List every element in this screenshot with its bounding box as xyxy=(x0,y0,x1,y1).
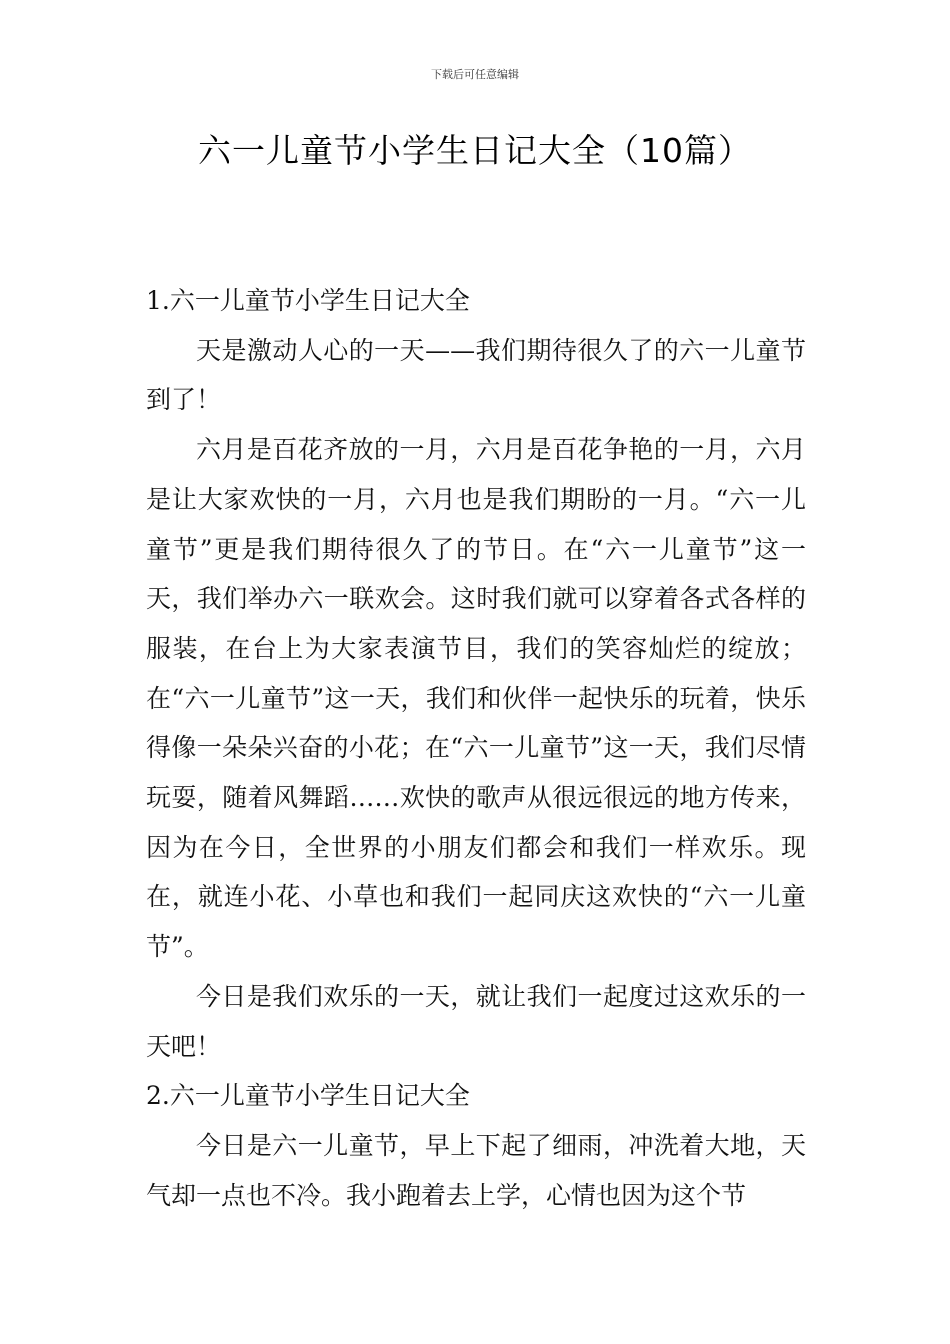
paragraph: 今日是六一儿童节，早上下起了细雨，冲洗着大地，天气却一点也不冷。我小跑着去上学，心情也因为这个节 xyxy=(146,1130,806,1210)
header-note: 下载后可任意编辑 xyxy=(431,68,519,81)
document-title: 六一儿童节小学生日记大全（10篇） xyxy=(198,131,752,170)
paragraph: 今日是我们欢乐的一天，就让我们一起度过这欢乐的一天吧！ xyxy=(146,981,806,1061)
section-heading: 1.六一儿童节小学生日记大全 xyxy=(146,286,470,315)
paragraph: 天是激动人心的一天——我们期待很久了的六一儿童节到了！ xyxy=(146,335,806,415)
section-heading: 2.六一儿童节小学生日记大全 xyxy=(146,1081,470,1111)
document-body xyxy=(146,276,806,1220)
paragraph: 六月是百花齐放的一月，六月是百花争艳的一月，六月是让大家欢快的一月，六月也是我们期盼的一月。“六一儿童节”更是我们期待很久了的节日。在“六一儿童节”这一天，我们举办六一联欢会。这时我们就可以穿着各式各样的服装，在台上为大家表演节目，我们的笑容灿烂的绽放；在“六一儿童节”这一天，我们和伙伴一起快乐的玩着，快乐得像一朵朵兴奋的小花；在“六一儿童节”这一天，我们尽情玩耍，随着风舞蹈……欢快的歌声从很远很远的地方传来，因为在今日，全世界的小朋友们都会和我们一样欢乐。现在，就连小花、小草也和我们一起同庆这欢快的“六一儿童节”。 xyxy=(146,435,806,962)
